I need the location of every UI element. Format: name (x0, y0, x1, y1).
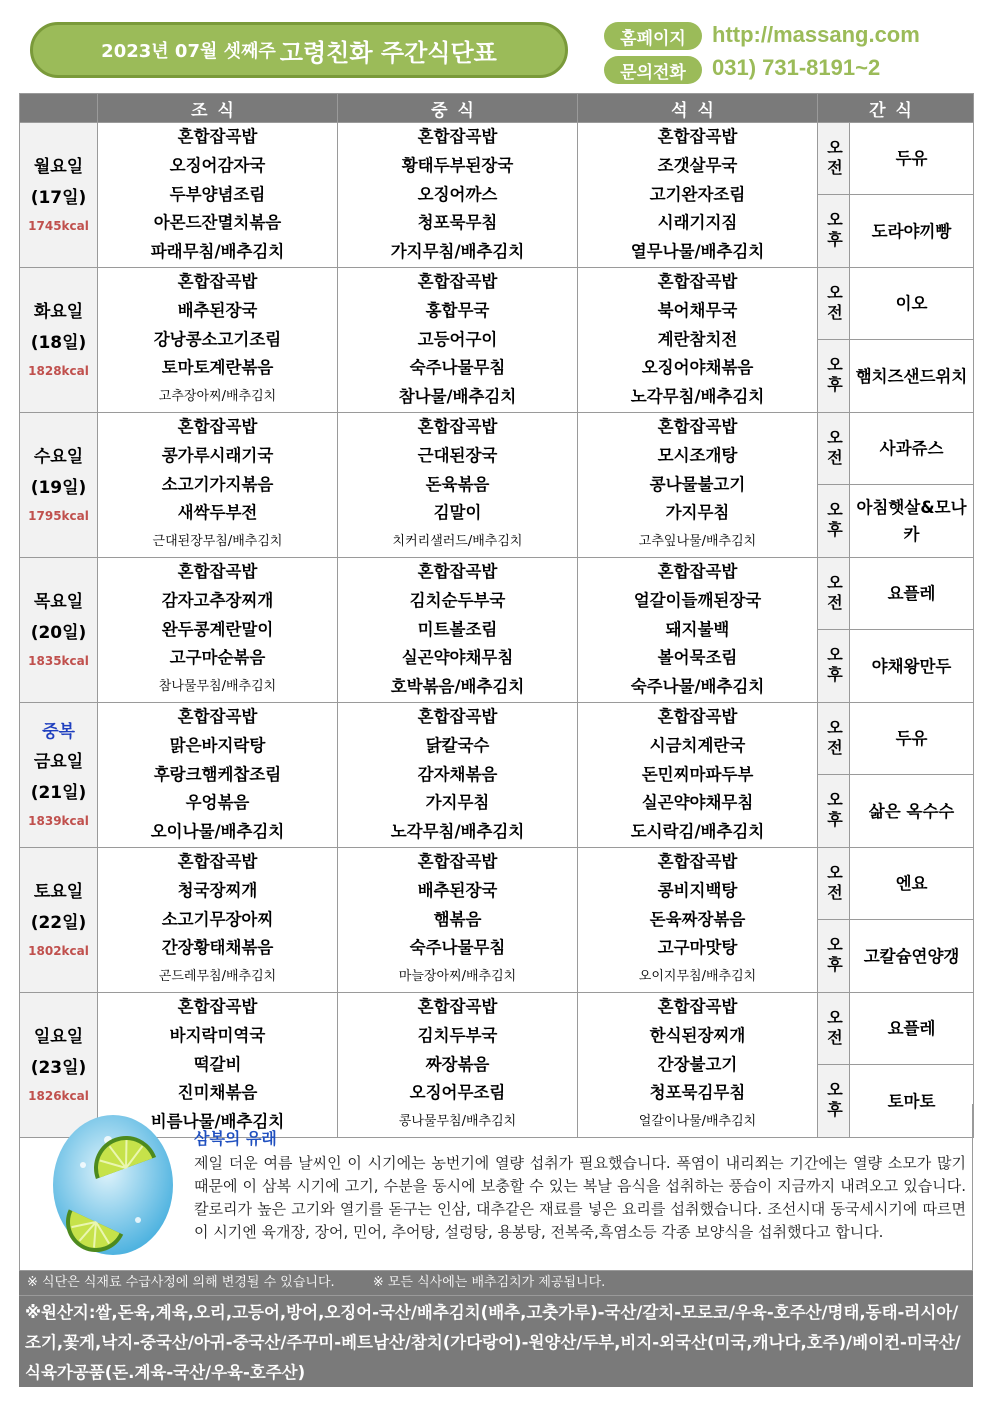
am-label: 오전 (818, 412, 850, 484)
menu-item: 짜장볶음 (425, 1054, 490, 1074)
day-kcal: 1839kcal (28, 813, 89, 828)
snack-am: 요플레 (850, 992, 974, 1064)
footnote-change: ※ 식단은 식재료 수급사정에 의해 변경될 수 있습니다. (27, 1275, 335, 1290)
menu-item: 청포묵무침 (417, 213, 498, 233)
am-label: 오전 (818, 123, 850, 195)
menu-item: 닭칼국수 (425, 735, 490, 755)
menu-item: 돼지불백 (665, 619, 730, 639)
am-label: 오전 (818, 557, 850, 629)
menu-item: 오징어무조림 (409, 1083, 506, 1103)
breakfast-cell (98, 412, 338, 557)
menu-item: 혼합잡곡밥 (657, 996, 738, 1016)
note-title: 삼복의 유래 (194, 1129, 277, 1148)
snack-am: 엔요 (850, 847, 974, 919)
day-row (20, 992, 974, 1064)
menu-item: 고기완자조림 (649, 184, 746, 204)
menu-item: 조갯살무국 (657, 155, 738, 175)
homepage-label: 홈페이지 (604, 22, 702, 50)
menu-item: 고등어구이 (417, 329, 498, 349)
page-title: 고령친화 주간식단표 (279, 38, 497, 67)
day-cell (20, 412, 98, 557)
menu-item: 고추장아찌/배추김치 (158, 389, 277, 405)
day-name: 토요일 (33, 881, 84, 902)
menu-item: 모시조개탕 (657, 445, 738, 465)
menu-item: 김치순두부국 (409, 590, 506, 610)
menu-item: 소고기무장아찌 (161, 909, 274, 929)
menu-item: 바지락미역국 (169, 1025, 266, 1045)
menu-item: 진미채볶음 (177, 1083, 258, 1103)
note-body: 제일 더운 여름 날씨인 이 시기에는 농번기에 열량 섭취가 필요했습니다. 폭염이 내리쬐는 기간에는 열량 소모가 많기 때문에 이 삼복 시기에 고기, 수분을 동시에 보충할 수 있는 복날 음식을 섭취하는 풍습이 지금까지 내려오고 있습니다. 칼로리가 높은 고기와 열기를 돋구는 인삼, 대추같은 재료를 넣은 요리를 섭취했습니다. 조선시대 동국세시기에 따르면 이 시기엔 육개장, 장어, 민어, 추어탕, 설렁탕, 용봉탕, 전복죽,흑염소등 각종 보양식을 섭취했다고 합니다. (194, 1154, 966, 1241)
snack-pm: 토마토 (850, 1065, 974, 1138)
menu-item: 감자고추장찌개 (161, 590, 274, 610)
menu-item: 햄볶음 (433, 909, 482, 929)
menu-item: 시금치계란국 (649, 735, 746, 755)
menu-item: 가지무침/배추김치 (390, 242, 525, 262)
table-header-row (20, 94, 974, 123)
menu-item: 도시락김/배추김치 (630, 822, 765, 842)
am-label: 오전 (818, 847, 850, 919)
snack-am: 이오 (850, 267, 974, 339)
day-cell (20, 702, 98, 847)
day-kcal: 1828kcal (28, 363, 89, 378)
breakfast-cell (98, 702, 338, 847)
menu-item: 계란참치전 (657, 329, 738, 349)
breakfast-cell (98, 557, 338, 702)
day-row (20, 267, 974, 339)
menu-item: 혼합잡곡밥 (417, 561, 498, 581)
menu-item: 오이나물/배추김치 (150, 822, 285, 842)
header-dinner: 석식 (578, 94, 818, 123)
header-snack: 간식 (818, 94, 974, 123)
menu-item: 두부양념조림 (169, 184, 266, 204)
day-date: (22일) (30, 912, 87, 933)
day-name: 일요일 (33, 1026, 84, 1047)
menu-item: 오이지무침/배추김치 (638, 969, 757, 985)
header-corner (20, 94, 98, 123)
menu-item: 북어채무국 (657, 300, 738, 320)
menu-item: 아몬드잔멸치볶음 (153, 213, 282, 233)
menu-item: 배추된장국 (177, 300, 258, 320)
menu-item: 감자채볶음 (417, 764, 498, 784)
menu-item: 가지무침 (665, 503, 730, 523)
lunch-cell (338, 702, 578, 847)
menu-item: 소고기가지볶음 (161, 474, 274, 494)
menu-item: 숙주나물/배추김치 (630, 677, 765, 697)
menu-item: 혼합잡곡밥 (657, 706, 738, 726)
menu-item: 실곤약야채무침 (401, 648, 514, 668)
menu-item: 간장황태채볶음 (161, 938, 274, 958)
special-day-label: 중복 (42, 721, 75, 742)
menu-item: 고구마맛탕 (657, 938, 738, 958)
menu-table (19, 93, 974, 1138)
menu-item: 혼합잡곡밥 (657, 127, 738, 146)
day-date: (21일) (30, 782, 87, 803)
menu-item: 혼합잡곡밥 (177, 271, 258, 291)
lunch-cell (338, 847, 578, 992)
menu-item: 돈육짜장볶음 (649, 909, 746, 929)
menu-item: 혼합잡곡밥 (177, 851, 258, 871)
dinner-cell (578, 123, 818, 268)
menu-item: 완두콩계란말이 (161, 619, 274, 639)
note-box (19, 1104, 973, 1271)
menu-item: 혼합잡곡밥 (417, 271, 498, 291)
day-date: (19일) (30, 477, 87, 498)
breakfast-cell (98, 847, 338, 992)
menu-item: 곤드레무침/배추김치 (158, 969, 277, 985)
lunch-cell (338, 557, 578, 702)
menu-item: 혼합잡곡밥 (417, 851, 498, 871)
origin-info: ※원산지:쌀,돈육,계육,오리,고등어,방어,오징어-국산/배추김치(배추,고춧가루)-국산/갈치-모로코/우육-호주산/명태,동태-러시아/조기,꽃게,낙지-중국산/아귀-중국산/주꾸미-베트남산/참치(가다랑어)-원양산/두부,비지-외국산(미국,캐나다,호주)/베이컨-미국산/식육가공품(돈.계육-국산/우육-호주산) (19, 1295, 973, 1387)
header-lunch: 중식 (338, 94, 578, 123)
breakfast-cell (98, 267, 338, 412)
lunch-cell (338, 267, 578, 412)
day-cell (20, 267, 98, 412)
menu-item: 후랑크햄케찹조림 (153, 764, 282, 784)
dinner-cell (578, 847, 818, 992)
day-kcal: 1835kcal (28, 653, 89, 668)
menu-item: 콩비지백탕 (657, 880, 738, 900)
day-date: (18일) (30, 332, 87, 353)
menu-item: 얼갈이나물/배추김치 (638, 1114, 757, 1130)
menu-item: 노각무침/배추김치 (390, 822, 525, 842)
snack-am: 두유 (850, 702, 974, 774)
title-banner (30, 22, 568, 78)
lime-icon (48, 1110, 178, 1260)
day-row (20, 847, 974, 919)
day-kcal: 1795kcal (28, 508, 89, 523)
menu-item: 혼합잡곡밥 (177, 416, 258, 436)
menu-item: 한식된장찌개 (649, 1025, 746, 1045)
dinner-cell (578, 557, 818, 702)
menu-item: 혼합잡곡밥 (417, 706, 498, 726)
snack-am: 요플레 (850, 557, 974, 629)
menu-item: 참나물/배추김치 (398, 387, 517, 407)
snack-pm: 고칼슘연양갱 (850, 920, 974, 993)
day-name: 화요일 (33, 301, 84, 322)
menu-item: 청포묵김무침 (649, 1083, 746, 1103)
pm-label: 오후 (818, 630, 850, 703)
day-kcal: 1745kcal (28, 218, 89, 233)
day-name: 수요일 (33, 446, 84, 467)
day-cell (20, 847, 98, 992)
menu-item: 시래기지짐 (657, 213, 738, 233)
menu-item: 콩나물무침/배추김치 (398, 1114, 517, 1130)
day-row (20, 123, 974, 195)
homepage-link[interactable]: http://massang.com (712, 22, 920, 47)
menu-item: 숙주나물무침 (409, 938, 506, 958)
menu-item: 홍합무국 (425, 300, 490, 320)
menu-item: 토마토계란볶음 (161, 358, 274, 378)
dinner-cell (578, 412, 818, 557)
menu-item: 비름나물/배추김치 (150, 1112, 285, 1132)
snack-pm: 삶은 옥수수 (850, 775, 974, 848)
menu-item: 오징어까스 (417, 184, 498, 204)
day-cell (20, 557, 98, 702)
breakfast-cell (98, 123, 338, 268)
menu-item: 미트볼조림 (417, 619, 498, 639)
menu-item: 혼합잡곡밥 (177, 706, 258, 726)
pm-label: 오후 (818, 775, 850, 848)
menu-item: 우엉볶음 (185, 793, 250, 813)
day-row (20, 702, 974, 774)
snack-am: 사과쥬스 (850, 412, 974, 484)
menu-item: 혼합잡곡밥 (657, 271, 738, 291)
am-label: 오전 (818, 992, 850, 1064)
menu-item: 콩가루시래기국 (161, 445, 274, 465)
menu-item: 얼갈이들깨된장국 (633, 590, 762, 610)
menu-item: 김치두부국 (417, 1025, 498, 1045)
menu-item: 황태두부된장국 (401, 155, 514, 175)
menu-item: 열무나물/배추김치 (630, 242, 765, 262)
day-name: 금요일 (33, 751, 84, 772)
menu-item: 김말이 (433, 503, 482, 523)
title-prefix: 2023년 07월 셋째주 (101, 41, 276, 62)
day-cell (20, 123, 98, 268)
phone-number: 031) 731-8191~2 (712, 55, 881, 80)
menu-item: 오징어야채볶음 (641, 358, 754, 378)
day-date: (23일) (30, 1057, 87, 1078)
menu-item: 혼합잡곡밥 (657, 851, 738, 871)
am-label: 오전 (818, 267, 850, 339)
footnote-kimchi: ※ 모든 식사에는 배추김치가 제공됩니다. (372, 1275, 606, 1290)
phone-label: 문의전화 (604, 56, 702, 84)
menu-item: 참나물무침/배추김치 (158, 679, 277, 695)
menu-item: 간장불고기 (657, 1054, 738, 1074)
menu-item: 실곤약야채무침 (641, 793, 754, 813)
menu-item: 오징어감자국 (169, 155, 266, 175)
day-name: 목요일 (33, 591, 84, 612)
day-row (20, 557, 974, 629)
day-kcal: 1802kcal (28, 943, 89, 958)
day-date: (20일) (30, 622, 87, 643)
pm-label: 오후 (818, 920, 850, 993)
menu-item: 혼합잡곡밥 (177, 561, 258, 581)
menu-item: 혼합잡곡밥 (417, 996, 498, 1016)
day-date: (17일) (30, 187, 87, 208)
menu-item: 가지무침 (425, 793, 490, 813)
menu-item: 마늘장아찌/배추김치 (398, 969, 517, 985)
menu-item: 혼합잡곡밥 (657, 416, 738, 436)
menu-item: 청국장찌개 (177, 880, 258, 900)
header-breakfast: 조식 (98, 94, 338, 123)
snack-pm: 도라야끼빵 (850, 195, 974, 268)
menu-item: 혼합잡곡밥 (177, 996, 258, 1016)
pm-label: 오후 (818, 1065, 850, 1138)
pm-label: 오후 (818, 195, 850, 268)
lunch-cell (338, 123, 578, 268)
menu-item: 혼합잡곡밥 (177, 127, 258, 146)
menu-item: 돈육볶음 (425, 474, 490, 494)
menu-item: 노각무침/배추김치 (630, 387, 765, 407)
menu-item: 새싹두부전 (177, 503, 258, 523)
dinner-cell (578, 267, 818, 412)
snack-pm: 햄치즈샌드위치 (850, 340, 974, 413)
snack-am: 두유 (850, 123, 974, 195)
menu-item: 맑은바지락탕 (169, 735, 266, 755)
snack-pm: 야채왕만두 (850, 630, 974, 703)
menu-item: 고추잎나물/배추김치 (638, 534, 757, 550)
menu-item: 치커리샐러드/배추김치 (392, 534, 523, 550)
menu-item: 혼합잡곡밥 (417, 416, 498, 436)
footnote-bar (19, 1271, 973, 1295)
menu-item: 숙주나물무침 (409, 358, 506, 378)
menu-item: 콩나물불고기 (649, 474, 746, 494)
day-kcal: 1826kcal (28, 1088, 89, 1103)
menu-item: 볼어묵조림 (657, 648, 738, 668)
menu-item: 배추된장국 (417, 880, 498, 900)
am-label: 오전 (818, 702, 850, 774)
menu-item: 돈민찌마파두부 (641, 764, 754, 784)
menu-item: 근대된장무침/배추김치 (152, 534, 283, 550)
menu-item: 고구마순볶음 (169, 648, 266, 668)
dinner-cell (578, 702, 818, 847)
menu-item: 호박볶음/배추김치 (390, 677, 525, 697)
menu-item: 강낭콩소고기조림 (153, 329, 282, 349)
snack-pm: 아침햇살&모나카 (850, 485, 974, 558)
lunch-cell (338, 412, 578, 557)
menu-item: 파래무침/배추김치 (150, 242, 285, 262)
menu-item: 근대된장국 (417, 445, 498, 465)
menu-item: 혼합잡곡밥 (657, 561, 738, 581)
pm-label: 오후 (818, 485, 850, 558)
day-row (20, 412, 974, 484)
day-name: 월요일 (33, 156, 84, 177)
pm-label: 오후 (818, 340, 850, 413)
menu-item: 떡갈비 (193, 1054, 242, 1074)
menu-item: 혼합잡곡밥 (417, 127, 498, 146)
